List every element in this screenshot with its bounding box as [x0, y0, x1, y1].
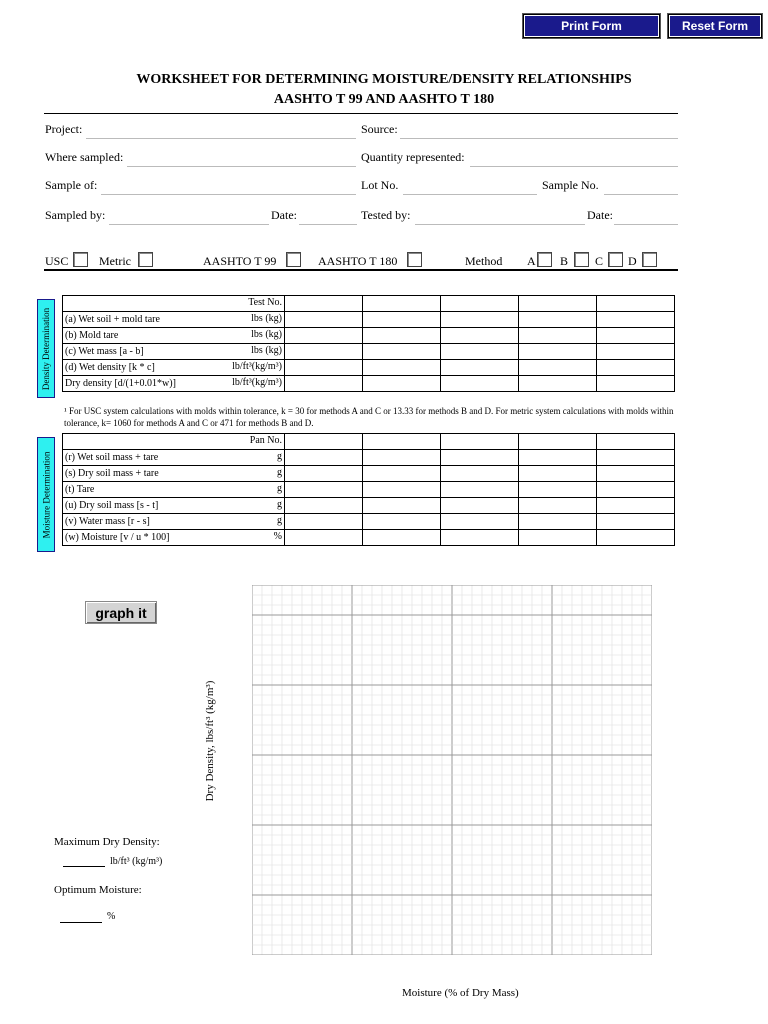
source-field[interactable]: [400, 138, 678, 139]
density-input-cell[interactable]: [285, 376, 363, 392]
method-b-checkbox[interactable]: [574, 252, 589, 267]
density-input-cell[interactable]: [597, 312, 675, 328]
moisture-row-unit: %: [273, 531, 282, 542]
t180-checkbox[interactable]: [407, 252, 422, 267]
moisture-row-desc: (w) Moisture [v / u * 100]: [65, 532, 170, 543]
density-input-cell[interactable]: [285, 344, 363, 360]
optimum-moisture-unit: %: [107, 911, 116, 922]
density-input-cell[interactable]: [519, 376, 597, 392]
density-input-cell[interactable]: [363, 376, 441, 392]
density-input-cell[interactable]: [519, 312, 597, 328]
density-row-label: [63, 296, 285, 312]
quantity-field[interactable]: [470, 166, 678, 167]
density-row: [63, 360, 675, 376]
moisture-row: [63, 450, 675, 466]
quantity-label: Quantity represented:: [361, 150, 465, 164]
density-row-unit: Test No.: [248, 297, 282, 308]
density-row-label: [63, 312, 285, 328]
moisture-input-cell[interactable]: [597, 530, 675, 546]
reset-form-button[interactable]: Reset Form: [668, 14, 762, 38]
metric-label: Metric: [99, 254, 131, 268]
density-row-label: [63, 376, 285, 392]
moisture-input-cell[interactable]: [441, 466, 519, 482]
moisture-input-cell[interactable]: [597, 514, 675, 530]
moisture-row-label: [63, 514, 285, 530]
moisture-input-cell[interactable]: [363, 434, 441, 450]
lot-no-label: Lot No.: [361, 178, 399, 192]
print-form-button[interactable]: Print Form: [523, 14, 660, 38]
density-table: [62, 295, 675, 392]
moisture-input-cell[interactable]: [597, 434, 675, 450]
density-row-unit: lb/ft³(kg/m³): [232, 361, 282, 372]
method-d-label: D: [628, 254, 637, 268]
where-sampled-field[interactable]: [127, 166, 356, 167]
density-input-cell[interactable]: [597, 344, 675, 360]
moisture-input-cell[interactable]: [363, 514, 441, 530]
moisture-input-cell[interactable]: [285, 466, 363, 482]
moisture-input-cell[interactable]: [285, 514, 363, 530]
density-input-cell[interactable]: [441, 376, 519, 392]
moisture-row-label: [63, 482, 285, 498]
density-input-cell[interactable]: [363, 344, 441, 360]
moisture-input-cell[interactable]: [519, 466, 597, 482]
source-label: Source:: [361, 122, 398, 136]
moisture-row: [63, 514, 675, 530]
graph-it-button[interactable]: graph it: [85, 601, 157, 624]
usc-label: USC: [45, 254, 69, 268]
density-row-desc: (c) Wet mass [a - b]: [65, 346, 144, 357]
date-field-1[interactable]: [299, 224, 357, 225]
moisture-input-cell[interactable]: [597, 498, 675, 514]
moisture-input-cell[interactable]: [519, 530, 597, 546]
density-input-cell[interactable]: [519, 360, 597, 376]
date-field-2[interactable]: [614, 224, 678, 225]
sample-no-field[interactable]: [604, 194, 678, 195]
density-row-desc: (d) Wet density [k * c]: [65, 362, 155, 373]
moisture-input-cell[interactable]: [285, 450, 363, 466]
moisture-row-desc: (u) Dry soil mass [s - t]: [65, 500, 159, 511]
moisture-input-cell[interactable]: [519, 514, 597, 530]
sample-of-label: Sample of:: [45, 178, 98, 192]
density-input-cell[interactable]: [519, 344, 597, 360]
date-label-1: Date:: [271, 208, 297, 222]
date-label-2: Date:: [587, 208, 613, 222]
density-input-cell[interactable]: [519, 328, 597, 344]
sampled-by-label: Sampled by:: [45, 208, 106, 222]
density-input-cell[interactable]: [285, 296, 363, 312]
page-subtitle: AASHTO T 99 AND AASHTO T 180: [273, 92, 495, 107]
density-footnote: ¹ For USC system calculations with molds within tolerance, k = 30 for methods A and C or 13.33 for methods B and D. For metric system calculations with molds within tolerance, k= 1060 for methods A and C or 471 for methods B and D.: [64, 406, 674, 428]
density-row-unit: lbs (kg): [251, 313, 282, 324]
moisture-input-cell[interactable]: [597, 466, 675, 482]
graph-y-axis-label: Dry Density, lbs/ft³ (kg/m³): [204, 680, 216, 802]
density-input-cell[interactable]: [363, 296, 441, 312]
t180-label: AASHTO T 180: [318, 254, 398, 268]
density-row-desc: (b) Mold tare: [65, 330, 119, 341]
moisture-input-cell[interactable]: [519, 450, 597, 466]
density-row: [63, 344, 675, 360]
moisture-input-cell[interactable]: [441, 530, 519, 546]
density-row: [63, 312, 675, 328]
moisture-input-cell[interactable]: [363, 530, 441, 546]
tested-by-label: Tested by:: [361, 208, 411, 222]
usc-checkbox[interactable]: [73, 252, 88, 267]
density-row-unit: lbs (kg): [251, 329, 282, 340]
moisture-table: [62, 433, 675, 546]
moisture-input-cell[interactable]: [363, 498, 441, 514]
method-c-checkbox[interactable]: [608, 252, 623, 267]
moisture-row-unit: Pan No.: [249, 435, 282, 446]
method-c-label: C: [595, 254, 604, 268]
density-input-cell[interactable]: [363, 360, 441, 376]
graph-x-axis-label: Moisture (% of Dry Mass): [402, 987, 519, 999]
where-sampled-label: Where sampled:: [45, 150, 124, 164]
page-title: WORKSHEET FOR DETERMINING MOISTURE/DENSITY RELATIONSHIPS: [136, 72, 632, 87]
density-row-label: [63, 360, 285, 376]
density-input-cell[interactable]: [441, 312, 519, 328]
moisture-input-cell[interactable]: [441, 514, 519, 530]
density-input-cell[interactable]: [597, 376, 675, 392]
density-input-cell[interactable]: [597, 296, 675, 312]
moisture-row-unit: g: [277, 515, 282, 526]
method-label: Method: [465, 254, 503, 268]
moisture-row-unit: g: [277, 499, 282, 510]
moisture-side-label: Moisture Determination: [37, 437, 55, 552]
moisture-row: [63, 434, 675, 450]
method-b-label: B: [560, 254, 569, 268]
sampled-by-field[interactable]: [109, 224, 269, 225]
moisture-input-cell[interactable]: [441, 482, 519, 498]
density-row-unit: lbs (kg): [251, 345, 282, 356]
density-input-cell[interactable]: [285, 328, 363, 344]
moisture-row-unit: g: [277, 483, 282, 494]
density-input-cell[interactable]: [285, 312, 363, 328]
density-row-desc: (a) Wet soil + mold tare: [65, 314, 160, 325]
moisture-input-cell[interactable]: [285, 434, 363, 450]
moisture-input-cell[interactable]: [363, 482, 441, 498]
density-input-cell[interactable]: [519, 296, 597, 312]
moisture-density-graph: [252, 585, 652, 955]
moisture-input-cell[interactable]: [285, 498, 363, 514]
moisture-row-label: [63, 450, 285, 466]
moisture-input-cell[interactable]: [363, 450, 441, 466]
tested-by-field[interactable]: [415, 224, 585, 225]
density-side-label: Density Determination: [37, 299, 55, 398]
moisture-input-cell[interactable]: [363, 466, 441, 482]
metric-checkbox[interactable]: [138, 252, 153, 267]
max-dry-density-label: Maximum Dry Density:: [54, 836, 160, 848]
options-divider: [44, 269, 678, 271]
density-input-cell[interactable]: [597, 360, 675, 376]
moisture-input-cell[interactable]: [441, 450, 519, 466]
density-input-cell[interactable]: [597, 328, 675, 344]
moisture-row: [63, 498, 675, 514]
density-row: [63, 376, 675, 392]
max-dry-density-unit: lb/ft³ (kg/m³): [110, 856, 163, 867]
density-row-label: [63, 344, 285, 360]
moisture-input-cell[interactable]: [285, 530, 363, 546]
moisture-row-unit: g: [277, 467, 282, 478]
moisture-input-cell[interactable]: [597, 482, 675, 498]
sample-no-label: Sample No.: [542, 178, 599, 192]
project-field[interactable]: [86, 138, 356, 139]
density-input-cell[interactable]: [441, 360, 519, 376]
moisture-row-desc: (t) Tare: [65, 484, 95, 495]
moisture-input-cell[interactable]: [519, 498, 597, 514]
density-input-cell[interactable]: [441, 296, 519, 312]
density-row: [63, 296, 675, 312]
moisture-row-desc: (v) Water mass [r - s]: [65, 516, 150, 527]
moisture-input-cell[interactable]: [441, 434, 519, 450]
moisture-input-cell[interactable]: [441, 498, 519, 514]
method-d-checkbox[interactable]: [642, 252, 657, 267]
moisture-row-label: [63, 498, 285, 514]
moisture-input-cell[interactable]: [519, 482, 597, 498]
density-input-cell[interactable]: [441, 328, 519, 344]
moisture-row-desc: (r) Wet soil mass + tare: [65, 452, 159, 463]
moisture-row: [63, 466, 675, 482]
t99-checkbox[interactable]: [286, 252, 301, 267]
title-divider: [44, 113, 678, 114]
optimum-moisture-label: Optimum Moisture:: [54, 884, 142, 896]
t99-label: AASHTO T 99: [203, 254, 277, 268]
lot-no-field[interactable]: [403, 194, 537, 195]
moisture-row-label: [63, 434, 285, 450]
method-a-checkbox[interactable]: [537, 252, 552, 267]
density-input-cell[interactable]: [363, 328, 441, 344]
density-input-cell[interactable]: [363, 312, 441, 328]
moisture-row-label: [63, 466, 285, 482]
moisture-input-cell[interactable]: [597, 450, 675, 466]
density-input-cell[interactable]: [441, 344, 519, 360]
moisture-row-desc: (s) Dry soil mass + tare: [65, 468, 159, 479]
moisture-row: [63, 482, 675, 498]
optimum-moisture-field[interactable]: [60, 922, 102, 923]
density-row: [63, 328, 675, 344]
moisture-row-unit: g: [277, 451, 282, 462]
density-row-label: [63, 328, 285, 344]
max-dry-density-field[interactable]: [63, 866, 105, 867]
moisture-input-cell[interactable]: [519, 434, 597, 450]
method-a-label: A: [527, 254, 536, 268]
moisture-row: [63, 530, 675, 546]
moisture-row-label: [63, 530, 285, 546]
density-row-unit: lb/ft³(kg/m³): [232, 377, 282, 388]
project-label: Project:: [45, 122, 83, 136]
sample-of-field[interactable]: [101, 194, 356, 195]
density-row-desc: Dry density [d/(1+0.01*w)]: [65, 378, 176, 389]
density-input-cell[interactable]: [285, 360, 363, 376]
moisture-input-cell[interactable]: [285, 482, 363, 498]
